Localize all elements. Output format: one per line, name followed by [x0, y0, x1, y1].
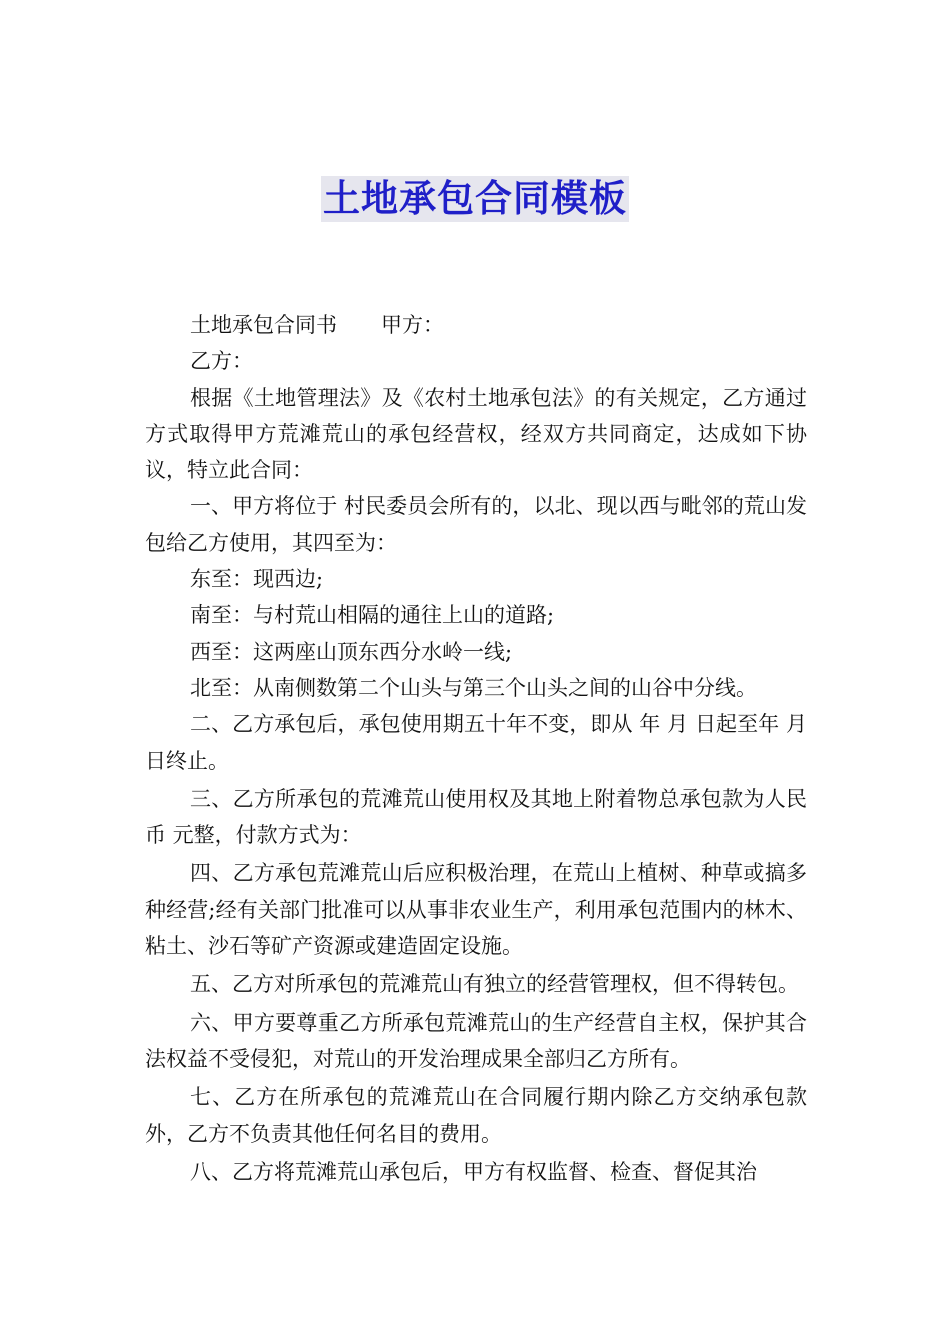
paragraph-clause-2: 二、乙方承包后，承包使用期五十年不变，即从 年 月 日起至年 月 日终止。	[145, 712, 807, 773]
paragraph-clause-3: 三、乙方所承包的荒滩荒山使用权及其地上附着物总承包款为人民币 元整，付款方式为：	[145, 786, 807, 848]
paragraph-boundary-west: 西至：这两座山顶东西分水岭一线;	[190, 639, 513, 664]
paragraph-clause-4: 四、乙方承包荒滩荒山后应积极治理，在荒山上植树、种草或搞多种经营;经有关部门批准可以从事非农业生产，利用承包范围内的林木、粘土、沙石等矿产资源或建造固定设施。	[145, 861, 807, 959]
paragraph-party-b: 乙方：	[190, 349, 253, 374]
paragraph-clause-1: 一、甲方将位于 村民委员会所有的，以北、现以西与毗邻的荒山发包给乙方使用，其四至为：	[145, 494, 807, 555]
paragraph-clause-8: 八、乙方将荒滩荒山承包后，甲方有权监督、检查、督促其治	[190, 1159, 757, 1184]
header-line	[145, 307, 807, 343]
paragraph-clause-5: 五、乙方对所承包的荒滩荒山有独立的经营管理权，但不得转包。	[190, 972, 799, 997]
paragraph-preamble: 根据《土地管理法》及《农村土地承包法》的有关规定，乙方通过 方式取得甲方荒滩荒山的承包经营权，经双方共同商定，达成如下协议，特立此合同：	[145, 385, 807, 483]
title-area	[0, 176, 950, 222]
contract-name: 土地承包合同书	[190, 313, 337, 337]
paragraph-boundary-north: 北至：从南侧数第二个山头与第三个山头之间的山谷中分线。	[190, 675, 757, 700]
document-body	[145, 307, 807, 1190]
paragraph-clause-6: 六、甲方要尊重乙方所承包荒滩荒山的生产经营自主权，保护其合法权益不受侵犯，对荒山的开发治理成果全部归乙方所有。	[145, 1010, 807, 1071]
paragraph-clause-7: 七、乙方在所承包的荒滩荒山在合同履行期内除乙方交纳承包款外，乙方不负责其他任何名目的费用。	[145, 1085, 807, 1146]
paragraph-boundary-east: 东至：现西边;	[190, 567, 324, 592]
party-a-label: 甲方：	[381, 313, 444, 337]
document-title: 土地承包合同模板	[323, 177, 627, 220]
paragraph-boundary-south: 南至：与村荒山相隔的通往上山的道路;	[190, 603, 555, 628]
